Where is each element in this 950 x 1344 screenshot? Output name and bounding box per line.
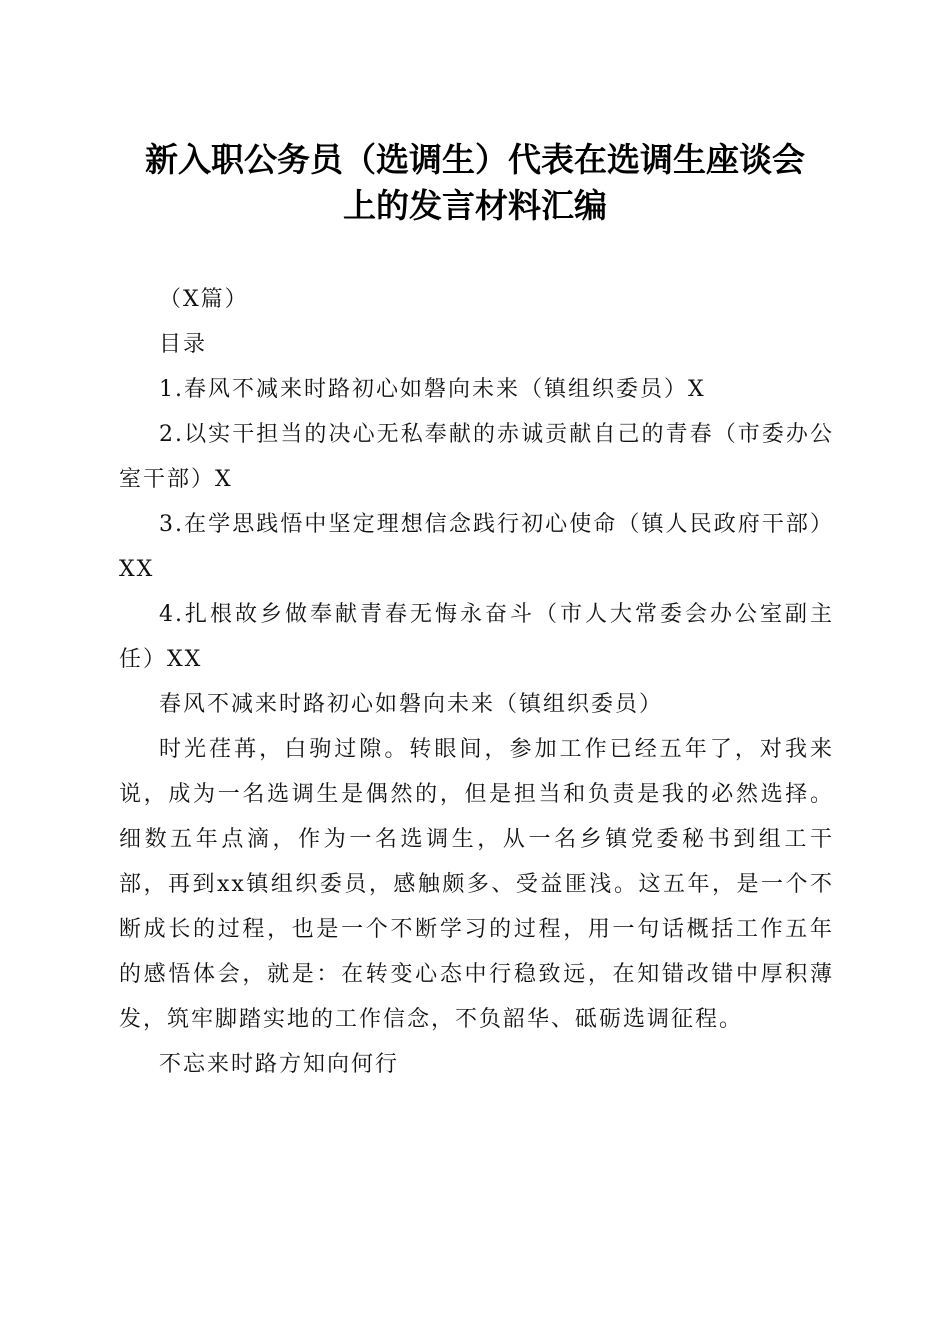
- subsection-heading: 不忘来时路方知向何行: [159, 1052, 400, 1077]
- article-count: （X篇）: [159, 287, 249, 312]
- toc-item-2: 2.以实干担当的决心无私奉献的赤诚贡献自己的青春（市委办公室干部）X: [119, 422, 834, 492]
- toc-item-4: 4.扎根故乡做奉献青春无悔永奋斗（市人大常委会办公室副主任）XX: [119, 602, 834, 672]
- title-line-2: 上的发言材料汇编: [343, 186, 607, 225]
- toc-heading: 目录: [159, 332, 208, 357]
- title-line-1: 新入职公务员（选调生）代表在选调生座谈会: [145, 140, 805, 179]
- document-title: [80, 137, 870, 229]
- toc-item-3: 3.在学思践悟中坚定理想信念践行初心使命（镇人民政府干部）XX: [119, 512, 834, 582]
- document-body: [119, 277, 834, 1087]
- body-paragraph: 时光荏苒，白驹过隙。转眼间，参加工作已经五年了，对我来说，成为一名选调生是偶然的，但是担当和负责是我的必然选择。细数五年点滴，作为一名选调生，从一名乡镇党委秘书到组工干部，再到xx镇组织委员，感触颇多、受益匪浅。这五年，是一个不断成长的过程，也是一个不断学习的过程，用一句话概括工作五年的感悟体会，就是：在转变心态中行稳致远，在知错改错中厚积薄发，筑牢脚踏实地的工作信念，不负韶华、砥砺选调征程。: [119, 737, 834, 1032]
- section-heading: 春风不减来时路初心如磐向未来（镇组织委员）: [159, 692, 664, 717]
- toc-item-1: 1.春风不减来时路初心如磐向未来（镇组织委员）X: [159, 377, 706, 402]
